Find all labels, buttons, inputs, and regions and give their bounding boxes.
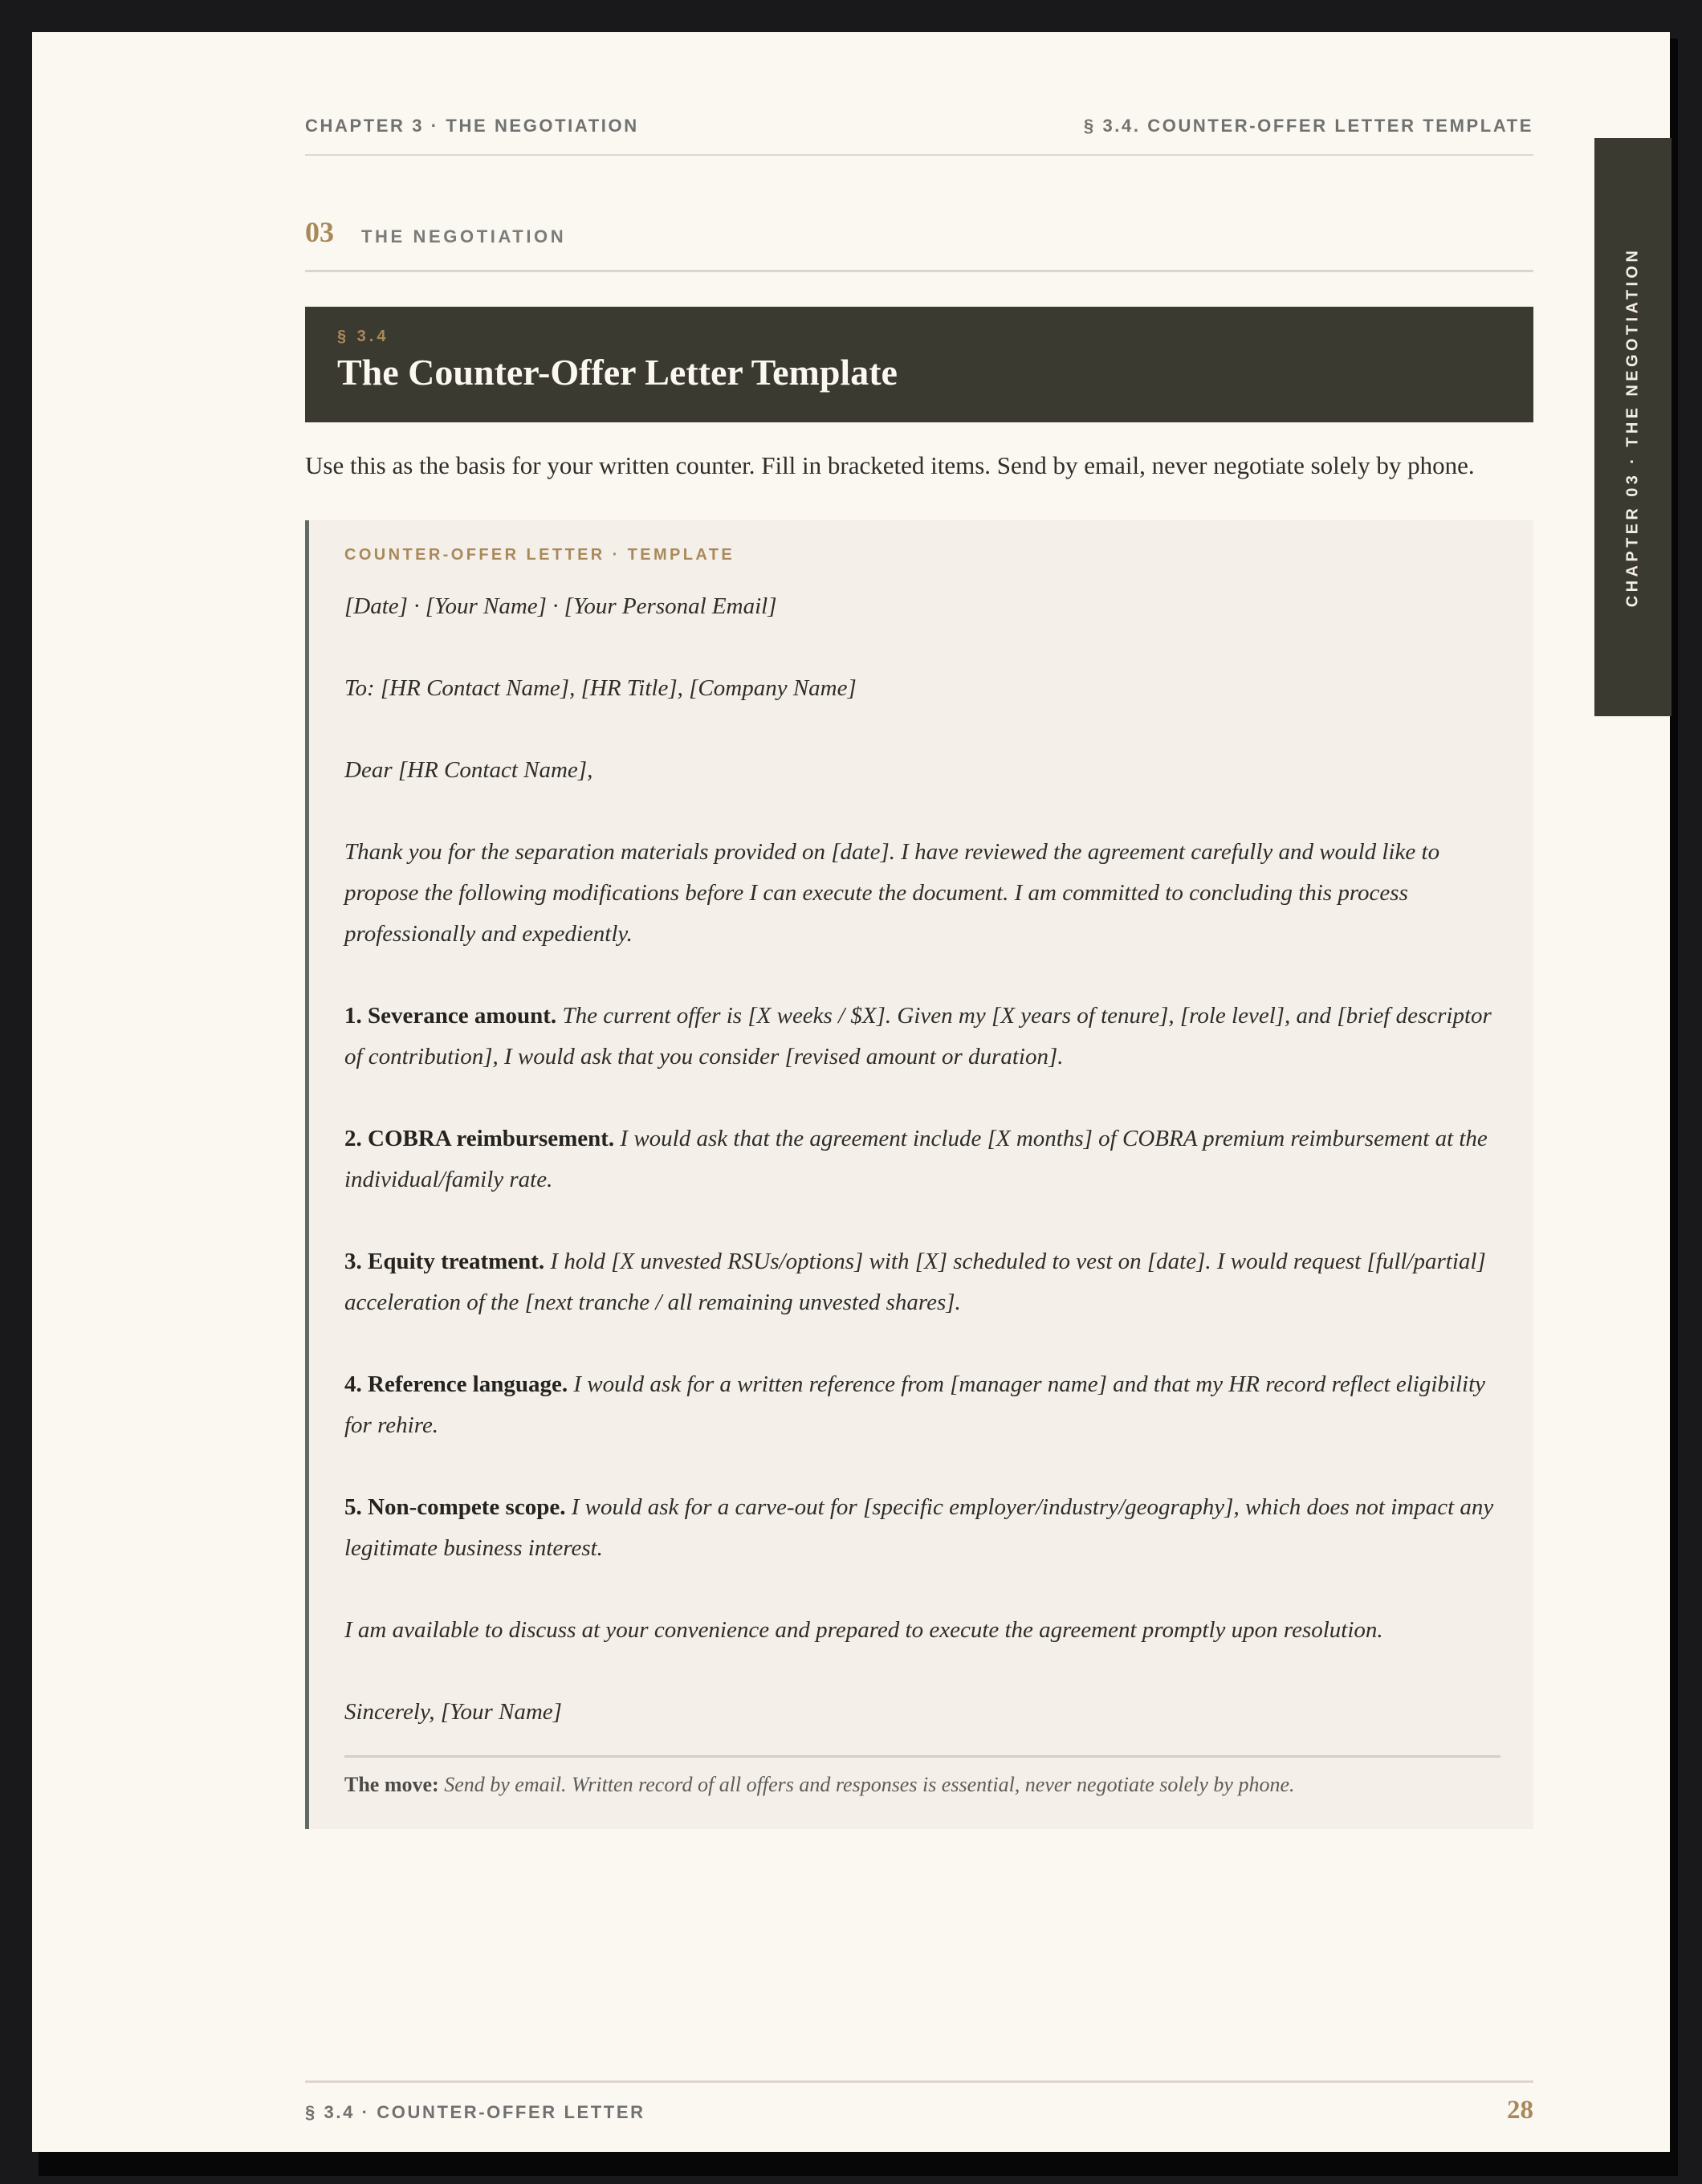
letter-item-equity [344, 1241, 1500, 1323]
page-number: 28 [1507, 2096, 1533, 2125]
letter-signoff: Sincerely, [Your Name] [344, 1699, 562, 1725]
chapter-number: 03 [305, 216, 334, 248]
section-banner [305, 307, 1533, 422]
letter-note-label: The move: [344, 1773, 439, 1796]
letter-label: COUNTER-OFFER LETTER · TEMPLATE [344, 546, 735, 564]
letter-opening: Thank you for the separation materials provided on [date]. I have reviewed the agreement carefully and would like to propose the following modifications before I can execute the document. I am committed to concluding this process professionally and expediently. [344, 839, 1440, 947]
running-header-chapter: CHAPTER 3 · THE NEGOTIATION [305, 116, 639, 136]
letter-item-text: I would ask for a carve-out for [specific employer/industry/geography], which does not impact any legitimate business interest. [344, 1494, 1494, 1561]
letter-item-heading: 4. Reference language. [344, 1371, 568, 1397]
chapter-title: THE NEGOTIATION [361, 226, 567, 247]
section-number: § 3.4 [337, 328, 389, 345]
letter-to-line: To: [HR Contact Name], [HR Title], [Company Name] [344, 675, 857, 701]
page-footer [305, 2080, 1533, 2131]
letter-header-line: [Date] · [Your Name] · [Your Personal Email] [344, 593, 777, 619]
letter-item-heading: 3. Equity treatment. [344, 1249, 545, 1274]
letter-item-cobra [344, 1118, 1500, 1200]
letter-item-heading: 5. Non-compete scope. [344, 1494, 566, 1520]
section-title: The Counter-Offer Letter Template [337, 352, 898, 393]
letter-note-text: Send by email. Written record of all offers and responses is essential, never negotiate solely by phone. [444, 1773, 1295, 1796]
letter-note [344, 1755, 1500, 1801]
letter-salutation: Dear [HR Contact Name], [344, 757, 593, 783]
chapter-heading [305, 215, 1533, 272]
letter-item-severance [344, 996, 1500, 1078]
footer-section-label: § 3.4 · COUNTER-OFFER LETTER [305, 2102, 645, 2122]
letter-item-heading: 2. COBRA reimbursement. [344, 1126, 615, 1151]
running-header-section: § 3.4. COUNTER-OFFER LETTER TEMPLATE [1083, 116, 1533, 136]
chapter-side-tab [1594, 138, 1671, 716]
letter-item-non-compete [344, 1487, 1500, 1569]
side-tab-label: CHAPTER 03 · THE NEGOTIATION [1623, 247, 1642, 608]
letter-body [344, 586, 1500, 1733]
letter-item-text: The current offer is [X weeks / $X]. Given my [X years of tenure], [role level], and [brief descriptor of contribution], I would ask that you consider [revised amount or duration]. [344, 1003, 1492, 1070]
running-header [305, 116, 1533, 156]
letter-item-text: I would ask that the agreement include [X months] of COBRA premium reimbursement at the individual/family rate. [344, 1126, 1488, 1192]
letter-item-reference [344, 1364, 1500, 1446]
letter-template-box [305, 520, 1533, 1829]
letter-closing: I am available to discuss at your convenience and prepared to execute the agreement promptly upon resolution. [344, 1617, 1383, 1643]
book-page [32, 32, 1670, 2152]
letter-item-text: I would ask for a written reference from [manager name] and that my HR record reflect eligibility for rehire. [344, 1371, 1486, 1438]
intro-paragraph: Use this as the basis for your written counter. Fill in bracketed items. Send by email, never negotiate solely by phone. [305, 451, 1475, 479]
letter-item-heading: 1. Severance amount. [344, 1003, 557, 1029]
letter-item-text: I hold [X unvested RSUs/options] with [X] scheduled to vest on [date]. I would request [full/partial] acceleration of the [next tranche / all remaining unvested shares]. [344, 1249, 1486, 1315]
